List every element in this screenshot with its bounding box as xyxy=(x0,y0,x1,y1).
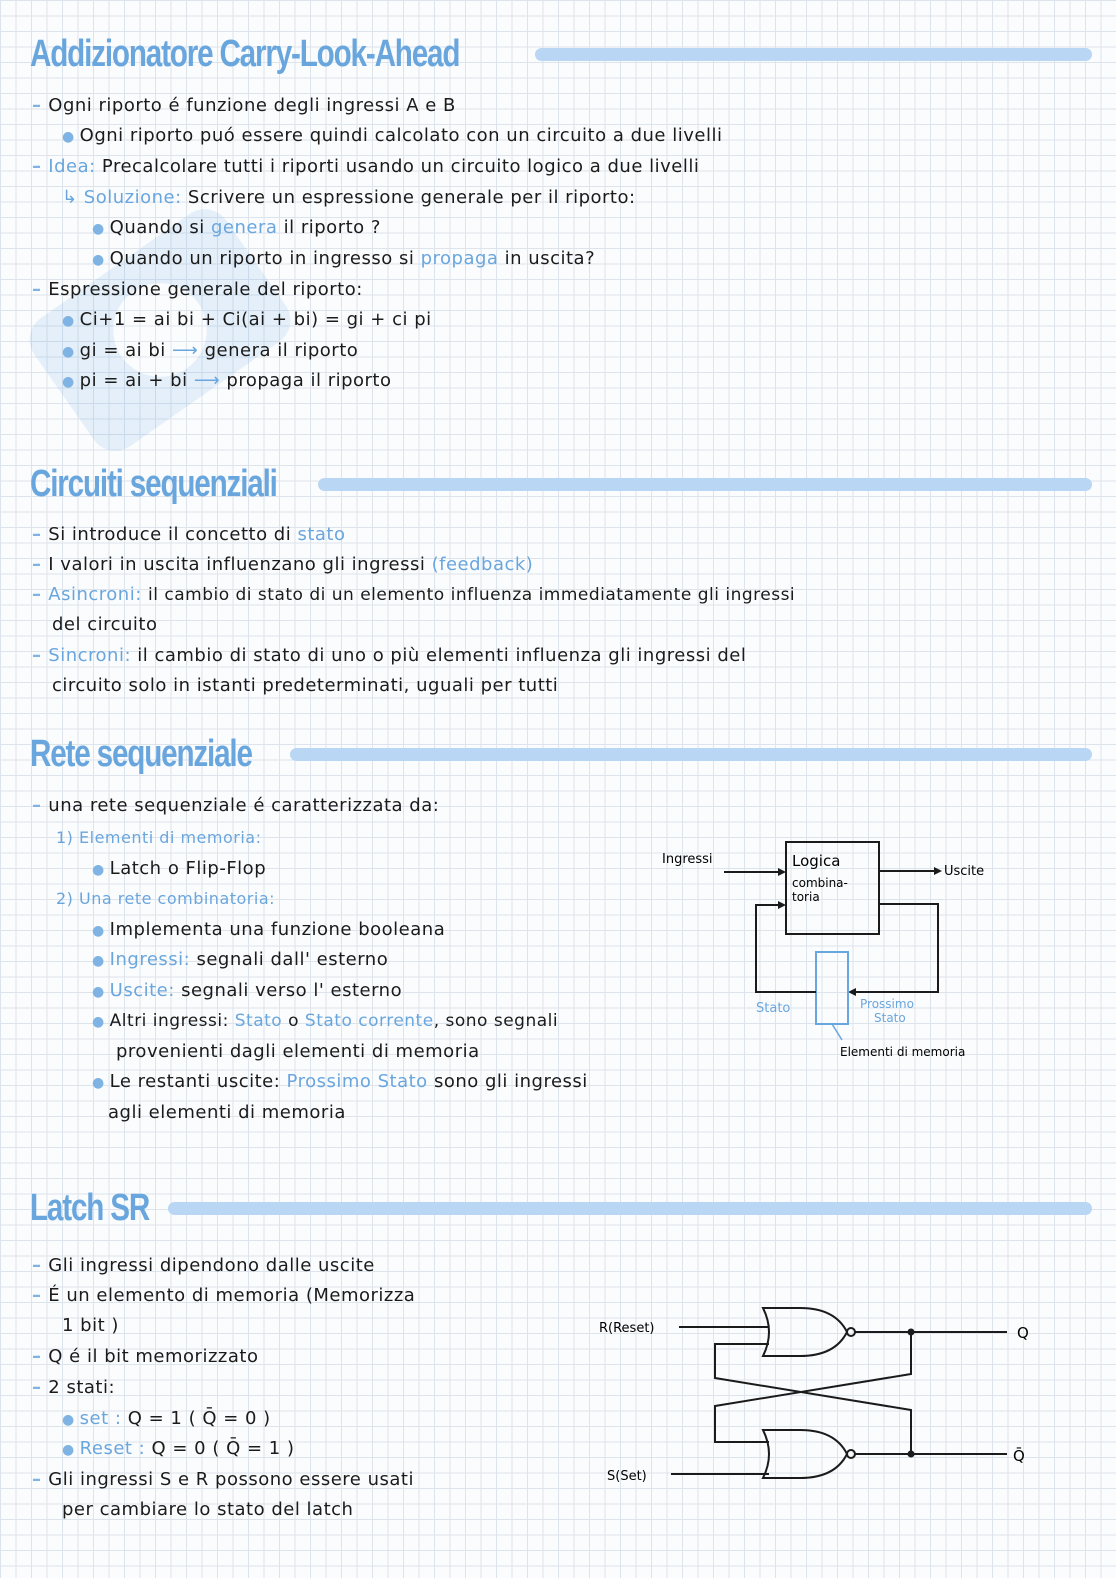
title-underline-bar xyxy=(290,748,1092,761)
title-underline-bar xyxy=(318,478,1092,491)
note-line: – I valori in uscita influenzano gli ingressi (feedback) xyxy=(32,554,534,575)
logic-label-1: Logica xyxy=(792,852,841,870)
q-output-label: Q xyxy=(1017,1324,1029,1342)
note-line: – Q é il bit memorizzato xyxy=(32,1346,259,1367)
note-line: ● Implementa una funzione booleana xyxy=(92,919,446,940)
note-line: ● Latch o Flip-Flop xyxy=(92,858,267,879)
title-underline-bar xyxy=(168,1202,1092,1215)
nor-gate-bottom xyxy=(763,1430,847,1478)
section-title: Rete sequenziale xyxy=(30,733,252,775)
note-line: – Idea: Precalcolare tutti i riporti usando un circuito logico a due livelli xyxy=(32,156,700,177)
title-underline-bar xyxy=(535,48,1092,61)
section-circuiti-sequenziali xyxy=(0,456,1116,696)
qbar-output-label: Q̄ xyxy=(1013,1447,1025,1465)
next-state-wire xyxy=(850,904,938,992)
note-line: circuito solo in istanti predeterminati, uguali per tutti xyxy=(52,675,559,696)
note-line: 2) Una rete combinatoria: xyxy=(56,889,276,908)
sr-latch-diagram xyxy=(595,1296,1055,1526)
note-line: agli elementi di memoria xyxy=(108,1102,346,1123)
note-line: ↳ Soluzione: Scrivere un espressione generale per il riporto: xyxy=(62,187,636,208)
qbar-feedback-wire xyxy=(715,1344,911,1454)
section-title: Circuiti sequenziali xyxy=(30,463,277,505)
note-line: per cambiare lo stato del latch xyxy=(62,1499,354,1520)
note-line: – Ogni riporto é funzione degli ingressi A e B xyxy=(32,95,456,116)
logic-label-2: combina- xyxy=(792,876,848,890)
nor-bubble-bottom xyxy=(847,1450,855,1458)
note-line: – Gli ingressi dipendono dalle uscite xyxy=(32,1255,375,1276)
note-line: – 2 stati: xyxy=(32,1377,116,1398)
note-line: del circuito xyxy=(52,614,158,635)
nor-bubble-top xyxy=(847,1328,855,1336)
next-state-arrowhead xyxy=(848,988,856,996)
note-line: ● Ingressi: segnali dall' esterno xyxy=(92,949,389,970)
section-title: Addizionatore Carry-Look-Ahead xyxy=(30,33,460,75)
note-line: ● set : Q = 1 ( Q̄ = 0 ) xyxy=(62,1408,271,1429)
reset-input-label: R(Reset) xyxy=(599,1321,655,1336)
section-rete-sequenziale xyxy=(0,726,1116,1123)
next-state-label-1: Prossimo xyxy=(860,997,914,1011)
state-label: Stato xyxy=(756,1001,791,1016)
note-line: ● Uscite: segnali verso l' esterno xyxy=(92,980,403,1001)
set-input-label: S(Set) xyxy=(607,1469,647,1484)
note-line: – Gli ingressi S e R possono essere usati xyxy=(32,1469,414,1490)
sequential-network-diagram xyxy=(650,836,1030,1076)
note-line: ● Altri ingressi: Stato o Stato corrente, sono segnali xyxy=(92,1011,559,1031)
section-title: Latch SR xyxy=(30,1187,150,1229)
outputs-label: Uscite xyxy=(944,864,985,879)
q-feedback-wire xyxy=(715,1332,911,1442)
nor-gate-top xyxy=(763,1308,847,1356)
note-line: provenienti dagli elementi di memoria xyxy=(116,1041,480,1062)
note-line: ● Quando un riporto in ingresso si propaga in uscita? xyxy=(92,248,596,269)
outputs-arrowhead xyxy=(934,867,942,875)
inputs-label: Ingressi xyxy=(662,852,713,867)
note-line: – Asincroni: il cambio di stato di un elemento influenza immediatamente gli ingressi xyxy=(32,584,796,605)
formula-line: ● Ci+1 = ai bi + Ci(ai + bi) = gi + ci pi xyxy=(62,309,432,330)
note-line: ● Quando si genera il riporto ? xyxy=(92,217,381,238)
note-line: 1 bit ) xyxy=(62,1315,119,1336)
logic-label-3: toria xyxy=(792,890,820,904)
note-line: 1) Elementi di memoria: xyxy=(56,828,262,847)
section-carry-look-ahead xyxy=(0,26,1116,391)
note-line: – É un elemento di memoria (Memorizza xyxy=(32,1285,416,1306)
memory-label: Elementi di memoria xyxy=(840,1045,966,1059)
note-line: – Sincroni: il cambio di stato di uno o più elementi influenza gli ingressi del xyxy=(32,645,747,666)
note-line: ● Le restanti uscite: Prossimo Stato sono gli ingressi xyxy=(92,1071,588,1092)
note-line: – Espressione generale del riporto: xyxy=(32,279,363,300)
memory-pointer-line xyxy=(832,1024,842,1040)
section-latch-sr xyxy=(0,1180,1116,1520)
formula-line: ● gi = ai bi ⟶ genera il riporto xyxy=(62,340,359,361)
state-arrowhead xyxy=(778,901,786,909)
inputs-arrowhead xyxy=(778,868,786,876)
note-line: – Si introduce il concetto di stato xyxy=(32,524,346,545)
memory-elements-block xyxy=(816,952,848,1024)
note-line: ● Reset : Q = 0 ( Q̄ = 1 ) xyxy=(62,1438,295,1459)
note-line: – una rete sequenziale é caratterizzata da: xyxy=(32,795,440,816)
formula-line: ● pi = ai + bi ⟶ propaga il riporto xyxy=(62,370,392,391)
next-state-label-2: Stato xyxy=(874,1011,906,1025)
note-line: ● Ogni riporto puó essere quindi calcolato con un circuito a due livelli xyxy=(62,125,723,146)
